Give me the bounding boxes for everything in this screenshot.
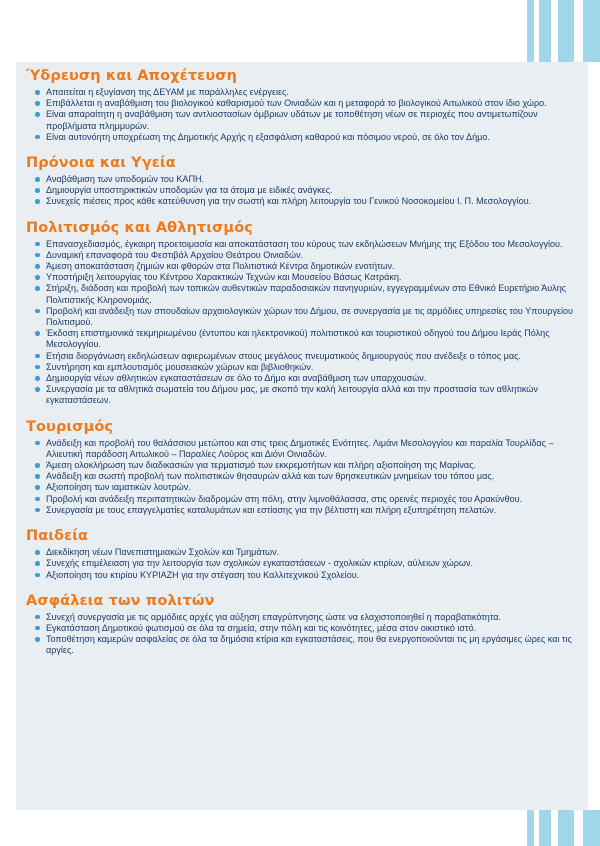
bullet-icon — [35, 376, 40, 381]
section — [26, 419, 578, 516]
list-item — [26, 494, 578, 505]
list-item — [26, 185, 578, 196]
list-item-text: Προβολή και ανάδειξη των σπουδαίων αρχαιολογικών χώρων του Δήμου, σε συνεργασία με τις αρμόδιες υπηρεσίες του Υπουργείου Πολιτισμού. — [46, 305, 573, 328]
bullet-icon — [35, 463, 40, 468]
list-item — [26, 634, 578, 656]
bullet-icon — [35, 626, 40, 631]
bullet-list — [26, 547, 578, 581]
list-item — [26, 272, 578, 283]
program-content — [26, 68, 578, 669]
section — [26, 593, 578, 657]
list-item-text: Συνεργασία με τα αθλητικά σωματεία του Δήμου μας, με σκοπό την καλή λειτουργία αλλά και την προστασία των αθλητικών εγκαταστάσεων. — [46, 384, 538, 406]
bullet-icon — [35, 286, 40, 291]
bullet-icon — [35, 550, 40, 555]
list-item-text: Συνεχής επιμέλειαση για την λειτουργία των σχολικών εγκαταστάσεων - σχολικών κτιρίων, αύλειων χώρων. — [46, 558, 473, 569]
list-item — [26, 261, 578, 272]
list-item-text: Τοποθέτηση καμερών ασφαλείας σε όλα τα δημόσια κτίρια και εγκαταστάσεις, που θα ενεργοποιούνται τις μη εργάσιμες ώρες και τις αργίες. — [46, 634, 572, 656]
list-item — [26, 196, 578, 207]
bottom-stripes-decoration — [525, 810, 600, 846]
section-title: Πολιτισμός και Αθλητισμός — [26, 219, 253, 236]
list-item-text: Άμεση ολοκλήρωση των διαδικασιών για τερματισμό των εκκρεμοτήτων και πλήρη αξιοποίηση της Μαρίνας. — [46, 460, 476, 471]
bullet-list — [26, 438, 578, 516]
bullet-icon — [35, 188, 40, 193]
bullet-icon — [35, 90, 40, 95]
list-item-text: Εγκατάσταση Δημοτικού φωτισμού σε όλα τα σημεία, στην πόλη και τις κοινότητες, μέσα στον οικιστικό ιστό. — [46, 622, 477, 633]
bullet-list — [26, 239, 578, 407]
bullet-icon — [35, 135, 40, 140]
list-item-text: Είναι απαραίτητη η αναβάθμιση των αντλιοστασίων όμβριων υδάτων με τοποθέτηση νέων σε περιοχές που αντιμετωπίζουν προβλήματα πλημμυρών. — [46, 109, 538, 131]
list-item-text: Ανάδειξη και προβολή του θαλάσσιου μετώπου και στις τρεις Δημοτικές Ενότητες. Λιμάνι Μεσολογγίου και παραλία Τουρλίδας – Αλιευτική παράδοση Αιτωλικού – Παραλίες Λούρος και Διόνι Οινιαδών. — [46, 437, 554, 459]
list-item-text: Αξιοποίηση των ιαματικών λουτρών. — [46, 482, 191, 493]
bullet-icon — [35, 474, 40, 479]
list-item-text: Δημιουργία νέων αθλητικών εγκαταστάσεων σε όλο το Δήμο και αναβάθμιση των υπαρχουσών. — [46, 373, 427, 384]
list-item — [26, 174, 578, 185]
bullet-icon — [35, 177, 40, 182]
section-title: Τουρισμός — [26, 418, 114, 435]
list-item — [26, 87, 578, 98]
list-item-text: Ετήσια διοργάνωση εκδηλώσεων αφιερωμένων στους μεγάλους πνευματικούς δημιουργούς που ανέδειξε ο τόπος μας. — [46, 350, 521, 361]
bullet-icon — [35, 199, 40, 204]
list-item — [26, 283, 578, 305]
bullet-icon — [35, 101, 40, 106]
list-item-text: Στήριξη, διάδοση και προβολή των τοπικών αυθεντικών παραδοσιακών πανηγυριών, εγγεγραμμένων στο Εθνικό Ευρετήριο Άυλης Πολιτιστικής Κληρονομιάς. — [46, 283, 567, 305]
list-item-text: Προβολή και ανάδειξη περιπατητικών διαδρομών στη πόλη, στην λιμνοθάλασσα, στις ορεινές περιοχές του Αρακύνθου. — [46, 493, 523, 504]
list-item-text: Συνεχείς πιέσεις προς κάθε κατεύθυνση για την σωστή και πλήρη λειτουργία του Γενικού Νοσοκομείου Ι. Π. Μεσολογγίου. — [46, 196, 532, 207]
bullet-list — [26, 612, 578, 657]
list-item-text: Συνεχή συνεργασία με τις αρμόδιες αρχές για αύξηση επαγρύπνησης ώστε να ελαχιστοποιηθεί η παραβατικότητα. — [46, 611, 502, 622]
section — [26, 155, 578, 208]
list-item — [26, 98, 578, 109]
list-item-text: Αξιοποίηση του κτιρίου ΚΥΡΙΑΖΗ για την στέγαση του Καλλιτεχνικού Σχολείου. — [46, 569, 360, 580]
section-title: Ύδρευση και Αποχέτευση — [26, 68, 238, 84]
section-title: Πρόνοια και Υγεία — [26, 155, 176, 172]
list-item-text: Συνεργασία με τους επαγγελματίες καταλυμάτων και εστίασης για την βέλτιστη και πλήρη εξυπηρέτηση πελατών. — [46, 504, 497, 515]
bullet-icon — [35, 331, 40, 336]
bullet-icon — [35, 253, 40, 258]
list-item-text: Άμεση αποκατάσταση ζημιών και φθορών στα Πολιτιστικά Κέντρα δημοτικών ενοτήτων. — [46, 261, 395, 272]
list-item — [26, 250, 578, 261]
list-item — [26, 471, 578, 482]
list-item-text: Ανάδειξη και σωστή προβολή των πολιτιστικών θησαυρών αλλά και των θρησκευτικών μνημείων του τόπου μας. — [46, 471, 495, 482]
list-item — [26, 328, 578, 350]
bullet-icon — [35, 441, 40, 446]
list-item-text: Διεκδίκηση νέων Πανεπιστημιακών Σχολών και Τμημάτων. — [46, 547, 280, 558]
list-item — [26, 239, 578, 250]
list-item — [26, 547, 578, 558]
list-item — [26, 351, 578, 362]
list-item — [26, 570, 578, 581]
bullet-icon — [35, 365, 40, 370]
list-item-text: Δημιουργία υποστηρικτικών υποδομών για τα άτομα με ειδικές ανάγκες. — [46, 185, 333, 196]
section — [26, 528, 578, 581]
bullet-icon — [35, 573, 40, 578]
list-item-text: Υποστήριξη λειτουργίας του Κέντρου Χαρακτικών Τεχνών και Μουσείου Βάσως Κατράκη. — [46, 272, 402, 283]
bullet-icon — [35, 508, 40, 513]
list-item — [26, 558, 578, 569]
bullet-icon — [35, 112, 40, 117]
list-item — [26, 612, 578, 623]
list-item-text: Συντήρηση και εμπλουτισμός μουσειακών χώρων και βιβλιοθηκών. — [46, 361, 314, 372]
list-item — [26, 109, 578, 131]
bullet-icon — [35, 387, 40, 392]
bullet-icon — [35, 497, 40, 502]
list-item-text: Αναβάθμιση των υποδομών του ΚΑΠΗ. — [46, 174, 205, 185]
bullet-icon — [35, 561, 40, 566]
list-item-text: Έκδοση επιστημονικά τεκμηριωμένου (έντυπου και ηλεκτρονικού) πολιτιστικού και τουριστικού οδηγού του Δήμου Ιεράς Πόλης Μεσολογγίου. — [46, 328, 550, 350]
bullet-icon — [35, 637, 40, 642]
list-item — [26, 384, 578, 406]
list-item — [26, 373, 578, 384]
list-item-text: Επανασχεδιασμός, έγκαιρη προετοιμασία και αποκατάσταση του κύρους των εκδηλώσεων Μνήμης της Εξόδου του Μεσολογγίου. — [46, 238, 563, 249]
section — [26, 68, 578, 143]
list-item-text: Επιβάλλεται η αναβάθμιση του βιολογικού καθαρισμού των Οινιαδών και η μεταφορά το βιολογικού Αιτωλικού στον ίδιο χώρο. — [46, 98, 547, 109]
list-item — [26, 460, 578, 471]
list-item — [26, 438, 578, 460]
bullet-list — [26, 87, 578, 143]
top-stripes-decoration — [525, 0, 600, 62]
list-item — [26, 623, 578, 634]
list-item — [26, 306, 578, 328]
list-item-text: Απαιτείται η εξυγίανση της ΔΕΥΑΜ με παράλληλες ενέργειες. — [46, 87, 289, 97]
list-item — [26, 362, 578, 373]
list-item — [26, 132, 578, 143]
bullet-icon — [35, 264, 40, 269]
bullet-icon — [35, 485, 40, 490]
list-item-text: Δυναμική επαναφορά του Φεστιβάλ Αρχαίου Θεάτρου Οινιαδών. — [46, 249, 304, 260]
bullet-icon — [35, 615, 40, 620]
bullet-list — [26, 174, 578, 208]
section-title: Ασφάλεια των πολιτών — [26, 592, 215, 609]
section — [26, 220, 578, 407]
bullet-icon — [35, 242, 40, 247]
bullet-icon — [35, 309, 40, 314]
list-item-text: Είναι αυτονόητη υποχρέωση της Δημοτικής Αρχής η εξασφάλιση καθαρού και πόσιμου νερού, σε όλο τον Δήμο. — [46, 131, 490, 142]
bullet-icon — [35, 354, 40, 359]
list-item — [26, 482, 578, 493]
section-title: Παιδεία — [26, 528, 89, 545]
list-item — [26, 505, 578, 516]
bullet-icon — [35, 275, 40, 280]
